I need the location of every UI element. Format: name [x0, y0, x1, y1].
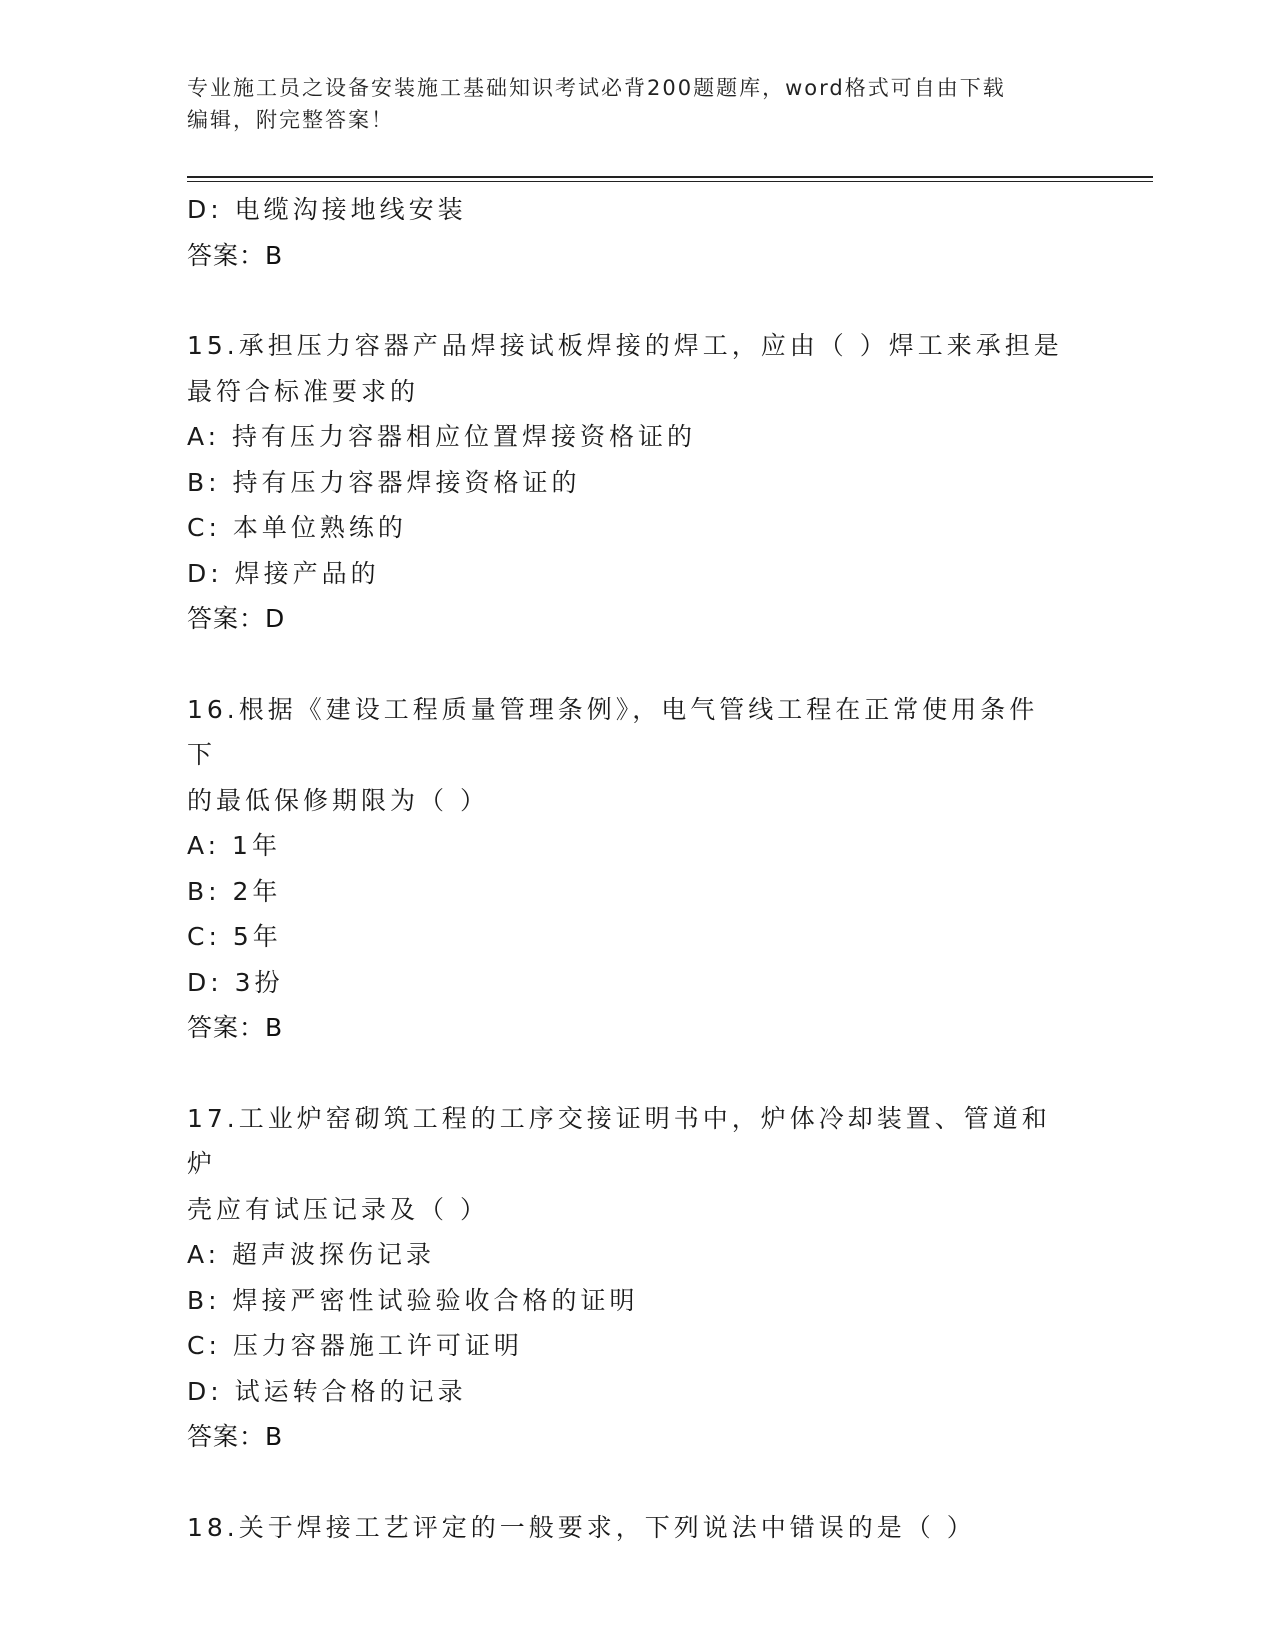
question-stem-line2: 最符合标准要求的 — [187, 376, 420, 406]
spacer — [187, 642, 1087, 687]
question-stem-line1: 18.关于焊接工艺评定的一般要求，下列说法中错误的是（ ） — [187, 1512, 976, 1542]
document-body — [187, 187, 1087, 1550]
question-18 — [187, 1505, 1087, 1551]
header-divider-thin — [187, 181, 1153, 182]
document-header — [187, 72, 1067, 136]
header-title-line1: 专业施工员之设备安装施工基础知识考试必背200题题库，word格式可自由下载 — [187, 76, 1006, 100]
header-title-line2: 编辑，附完整答案！ — [187, 108, 394, 132]
answer-line: 答案：B — [187, 1013, 284, 1042]
question-16 — [187, 687, 1087, 1051]
option-d: D: 试运转合格的记录 — [187, 1376, 467, 1406]
option-c: C: 本单位熟练的 — [187, 513, 407, 542]
answer-line: 答案：D — [187, 604, 286, 633]
option-a: A: 1年 — [187, 831, 281, 860]
option-d: D: 电缆沟接地线安装 — [187, 195, 467, 224]
question-14-tail — [187, 187, 1087, 278]
spacer — [187, 1460, 1087, 1505]
spacer — [187, 278, 1087, 323]
option-a: A: 超声波探伤记录 — [187, 1240, 436, 1269]
answer-line: 答案：B — [187, 240, 284, 270]
question-stem-line1: 16.根据《建设工程质量管理条例》，电气管线工程在正常使用条件下 — [187, 694, 1039, 769]
option-d: D: 3扮 — [187, 967, 284, 997]
option-c: C: 5年 — [187, 922, 282, 951]
option-b: B: 焊接严密性试验验收合格的证明 — [187, 1285, 639, 1315]
header-divider-thick — [187, 176, 1153, 178]
spacer — [187, 1051, 1087, 1096]
option-b: B: 持有压力容器焊接资格证的 — [187, 467, 581, 497]
option-d: D: 焊接产品的 — [187, 558, 380, 588]
question-stem-line2: 的最低保修期限为（ ） — [187, 785, 489, 815]
option-c: C: 压力容器施工许可证明 — [187, 1331, 523, 1360]
answer-line: 答案：B — [187, 1422, 284, 1451]
option-a: A: 持有压力容器相应位置焊接资格证的 — [187, 422, 697, 451]
option-b: B: 2年 — [187, 876, 282, 906]
question-stem-line2: 壳应有试压记录及（ ） — [187, 1194, 489, 1224]
question-15 — [187, 323, 1087, 642]
question-17 — [187, 1096, 1087, 1460]
question-stem-line1: 15.承担压力容器产品焊接试板焊接的焊工，应由（ ）焊工来承担是 — [187, 331, 1063, 360]
question-stem-line1: 17.工业炉窑砌筑工程的工序交接证明书中，炉体冷却装置、管道和炉 — [187, 1103, 1051, 1178]
